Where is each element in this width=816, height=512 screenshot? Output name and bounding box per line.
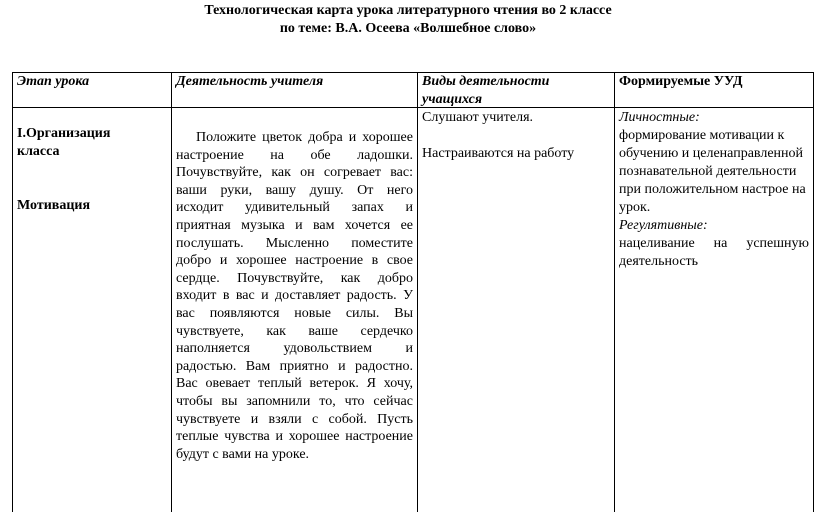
stage-organization: I.Организация класса	[17, 126, 111, 159]
stage-motivation: Мотивация	[17, 198, 91, 213]
uud-regulative-label: Регулятивные:	[619, 218, 708, 233]
document-title-line1: Технологическая карта урока литературного чтения во 2 классе	[204, 3, 612, 18]
uud-regulative-text: нацеливание на успешную деятельность	[619, 236, 809, 269]
students-activity-2: Настраиваются на работу	[422, 146, 575, 161]
lesson-table	[12, 72, 814, 512]
table-border-left	[12, 72, 13, 512]
table-divider-1	[171, 72, 172, 512]
table-divider-2	[417, 72, 418, 512]
uud-personal-text: формирование мотивации к обучению и целенаправленной познавательной деятельности при положительном настрое на урок.	[619, 128, 806, 215]
column-header-uud: Формируемые УУД	[619, 74, 743, 89]
table-header-divider	[12, 107, 814, 108]
uud-personal-label: Личностные:	[619, 110, 700, 125]
teacher-activity-text: Положите цветок добра и хорошее настроение на обе ладошки. Почувствуйте, как он согревает вас: ваши руки, вашу душу. От него исходит удивительный запах и приятная музыка и вам хочется ее послушать. Мысленно поместите добро и хорошее настроение в свое сердце. Почувствуйте, как добро входит в вас и доставляет радость. У вас появляются новые силы. Вы чувствуете, как ваше сердечко наполняется удовольствием и радостью. Вам приятно и радостно. Вас овевает теплый ветерок. Я хочу, чтобы вы запомнили то, что сейчас чувствуете и взяли с собой. Пусть теплые чувства и хорошее настроение будут с вами на уроке.	[176, 130, 413, 462]
column-header-teacher: Деятельность учителя	[176, 74, 324, 89]
table-border-right	[813, 72, 814, 512]
students-activity-1: Слушают учителя.	[422, 110, 534, 125]
document-title-line2: по теме: В.А. Осеева «Волшебное слово»	[279, 21, 537, 36]
uud-block	[619, 109, 809, 270]
column-header-stage: Этап урока	[17, 74, 90, 89]
column-header-students: Виды деятельности учащихся	[422, 74, 550, 107]
table-divider-3	[614, 72, 615, 512]
